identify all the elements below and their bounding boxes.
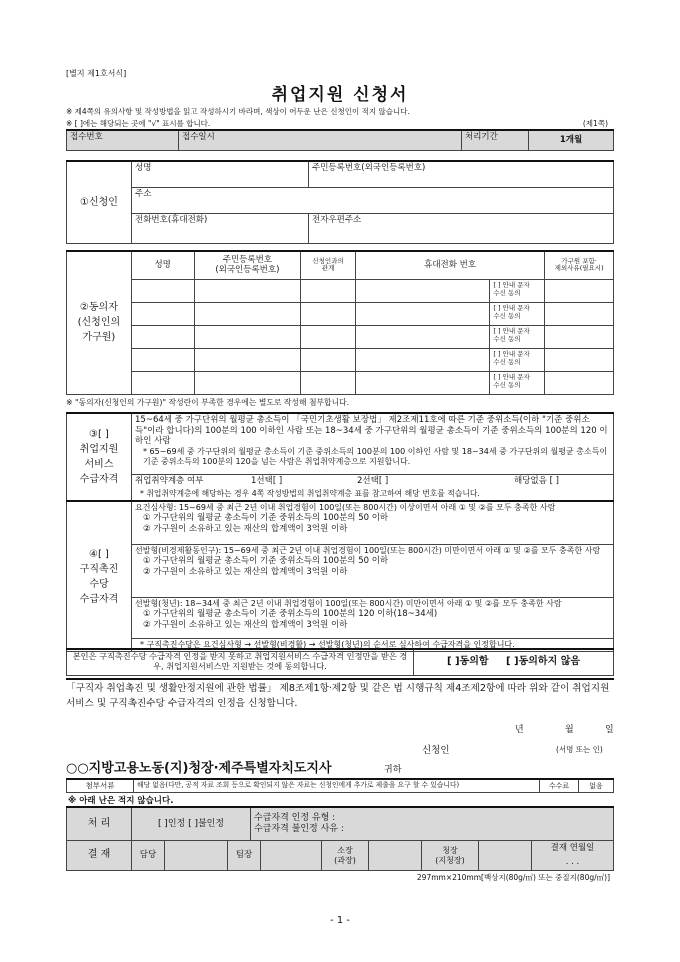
option-2[interactable]: 2선택[ ] bbox=[354, 475, 460, 488]
allowance-label-line: ④[ ] bbox=[89, 548, 109, 560]
consenter-cell[interactable] bbox=[301, 325, 356, 348]
consenter-cell[interactable] bbox=[545, 371, 614, 394]
allowance-label bbox=[67, 501, 132, 652]
header-relation: 신청인과의 관계 bbox=[301, 251, 356, 279]
consenter-cell[interactable] bbox=[355, 348, 489, 371]
support-criteria-note: * 65~69세 중 가구단위의 월평균 총소득이 기준 중위소득의 100분의 100 이하인 사람 및 18~34세 중 가구단위의 월평균 총소득이 기준 중위소득의 100분의 120을 넘는 사람은 취업취약계층으로 지원합니다. bbox=[143, 446, 608, 466]
applicant-address[interactable]: 주소 bbox=[132, 187, 614, 213]
receipt-number: 접수번호 bbox=[67, 130, 179, 150]
support-label-line: 취업지원 bbox=[79, 444, 119, 455]
date-year[interactable]: 년 bbox=[515, 725, 524, 735]
selection-youth-1: ① 가구단위의 월평균 총소득이 기준 중위소득의 100분의 120 이하(18~34세) bbox=[143, 609, 438, 619]
requirement-1: ① 가구단위의 월평균 총소득이 기준 중위소득의 100분의 50 이하 bbox=[143, 513, 389, 523]
approval-date: . . . bbox=[565, 856, 580, 867]
consenter-footnote: ※ "동의자(신청인의 가구원)" 작성란이 부족한 경우에는 별도로 작성해 첨부합니다. bbox=[66, 398, 350, 407]
process-table bbox=[66, 806, 614, 842]
allowance-label-line: 수당 bbox=[89, 578, 109, 590]
sms-consent-check[interactable]: [ ] 안내 문자 수신 동의 bbox=[490, 371, 545, 394]
consenter-label-line: 가구원) bbox=[82, 332, 116, 344]
approval-cell bbox=[261, 841, 322, 871]
sms-consent-check[interactable]: [ ] 안내 문자 수신 동의 bbox=[490, 279, 545, 302]
receipt-table bbox=[66, 129, 614, 151]
option-1[interactable]: 1선택[ ] bbox=[248, 475, 354, 488]
consenter-cell[interactable] bbox=[131, 371, 194, 394]
consenter-cell[interactable] bbox=[301, 279, 356, 302]
approval-chief: 소장 (과장) bbox=[322, 841, 369, 871]
consenter-cell[interactable] bbox=[194, 371, 301, 394]
header-name: 성명 bbox=[131, 251, 194, 279]
support-label bbox=[67, 413, 132, 501]
approval-cell bbox=[369, 841, 422, 871]
page-label: (제1쪽) bbox=[582, 119, 608, 128]
consenter-cell[interactable] bbox=[545, 325, 614, 348]
header-reason: 가구원 포함· 제외사유(필요시) bbox=[545, 251, 614, 279]
consenter-cell[interactable] bbox=[301, 371, 356, 394]
selection-inactive: 선발형(비경제활동인구): 15~69세 중 최근 2년 이내 취업경험이 100일(또는 800시간) 미만이면서 아래 ① 및 ②를 모두 충족한 사람 bbox=[135, 546, 601, 555]
consenter-label-line: (신청인의 bbox=[77, 317, 121, 329]
consent-disagree[interactable]: [ ]동의하지 않음 bbox=[505, 656, 581, 667]
requirement-type: 요건심사형: 15~69세 중 최근 2년 이내 취업경험이 100일(또는 800시간) 이상이면서 아래 ① 및 ②를 모두 충족한 사람 bbox=[135, 503, 556, 512]
fee-label: 수수료 bbox=[540, 779, 579, 792]
support-label-line: 서비스 bbox=[84, 459, 114, 470]
attach-label: 첨부서류 bbox=[67, 779, 134, 792]
paper-spec: 297mm×210mm[백상지(80g/㎡) 또는 중질지(80g/㎡)] bbox=[416, 873, 610, 882]
date-day[interactable]: 일 bbox=[605, 725, 614, 735]
support-label-line: 수급자격 bbox=[79, 474, 119, 485]
consenter-cell[interactable] bbox=[194, 348, 301, 371]
selection-youth-2: ② 가구원이 소유하고 있는 재산의 합계액이 3억원 이하 bbox=[143, 619, 348, 630]
instruction-note: ※ 제4쪽의 유의사항 및 작성방법을 읽고 작성하시기 바라며, 색상이 어두운 난은 신청인이 적지 않습니다. bbox=[66, 107, 410, 116]
consenter-label-line: ②동의자 bbox=[79, 302, 118, 314]
approval-cell bbox=[165, 841, 228, 871]
signature-note[interactable]: (서명 또는 인) bbox=[556, 745, 603, 754]
office-note: ※ 아래 난은 적지 않습니다. bbox=[68, 796, 174, 806]
consenter-table bbox=[66, 250, 614, 395]
consent-agree[interactable]: [ ]동의함 bbox=[446, 656, 489, 667]
sms-consent-check[interactable]: [ ] 안내 문자 수신 동의 bbox=[490, 325, 545, 348]
addressee-suffix: 귀하 bbox=[384, 765, 402, 775]
approval-date-label: 결재 연월일 bbox=[550, 843, 595, 853]
consenter-cell[interactable] bbox=[545, 348, 614, 371]
approval-staff: 담당 bbox=[132, 841, 165, 871]
processing-period: 1개월 bbox=[529, 130, 614, 150]
processing-period-label: 처리기간 bbox=[462, 130, 529, 150]
selection-inactive-2: ② 가구원이 소유하고 있는 재산의 합계액이 3억원 이하 bbox=[143, 566, 348, 577]
approval-table bbox=[66, 840, 614, 871]
applicant-phone[interactable]: 전화번호(휴대전화) bbox=[132, 213, 309, 243]
header-rrn: 주민등록번호 (외국인등록번호) bbox=[194, 251, 301, 279]
selection-youth: 선발형(청년): 18~34세 중 최근 2년 이내 취업경험이 100일(또는 800시간) 미만이면서 아래 ① 및 ②를 모두 충족한 사람 bbox=[135, 599, 562, 608]
header-phone: 휴대전화 번호 bbox=[355, 251, 544, 279]
applicant-name[interactable]: 성명 bbox=[132, 161, 309, 187]
approval-head: 청장 (지청장) bbox=[422, 841, 479, 871]
sms-consent-check[interactable]: [ ] 안내 문자 수신 동의 bbox=[490, 348, 545, 371]
consenter-cell[interactable] bbox=[301, 348, 356, 371]
consenter-cell[interactable] bbox=[355, 279, 489, 302]
process-label: 처 리 bbox=[67, 807, 132, 841]
vulnerable-note: * 취업취약계층에 해당하는 경우 4쪽 작성방법의 취업취약계층 표를 참고하여 해당 번호를 적습니다. bbox=[132, 488, 614, 501]
receipt-date: 접수일시 bbox=[179, 130, 462, 150]
consenter-cell[interactable] bbox=[355, 371, 489, 394]
consenter-cell[interactable] bbox=[355, 302, 489, 325]
consenter-cell[interactable] bbox=[131, 348, 194, 371]
requirement-2: ② 가구원이 소유하고 있는 재산의 합계액이 3억원 이하 bbox=[143, 523, 348, 534]
declaration: 「구직자 취업촉진 및 생활안정지원에 관한 법률」 제8조제1항·제2항 및 같은 법 시행규칙 제4조제2항에 따라 위와 같이 취업지원서비스 및 구직촉진수당 수급자격의 인정을 신청합니다. bbox=[66, 683, 610, 709]
allowance-note: * 구직촉진수당은 요건심사형 → 선발형(비경활) → 선발형(청년)의 순서로 심사하여 수급자격을 인정합니다. bbox=[132, 639, 614, 652]
attach-text: 해당 없음(다만, 공적 자료 조회 등으로 확인되지 않은 자료는 신청인에게 추가로 제출을 요구 할 수 있습니다) bbox=[134, 779, 540, 792]
consenter-cell[interactable] bbox=[194, 279, 301, 302]
consenter-cell[interactable] bbox=[194, 302, 301, 325]
allowance-label-line: 수급자격 bbox=[79, 593, 119, 605]
consenter-cell[interactable] bbox=[545, 302, 614, 325]
applicant-email[interactable]: 전자우편주소 bbox=[309, 213, 614, 243]
consent-table bbox=[66, 648, 614, 676]
page-number: - 1 - bbox=[330, 915, 350, 926]
option-none[interactable]: 해당없음 [ ] bbox=[460, 475, 614, 488]
divider bbox=[66, 678, 614, 680]
selection-inactive-1: ① 가구단위의 월평균 총소득이 기준 중위소득의 100분의 50 이하 bbox=[143, 556, 389, 566]
support-label-line: ③[ ] bbox=[89, 429, 109, 440]
allowance-table bbox=[66, 500, 614, 652]
applicant-sign-label: 신청인 bbox=[422, 745, 450, 756]
applicant-label: ①신청인 bbox=[67, 161, 132, 243]
vulnerable-label: 취업취약계층 여부 bbox=[132, 475, 249, 488]
fee-value: 없음 bbox=[579, 779, 614, 792]
addressee: ○○지방고용노동(지)청장·제주특별자치도지사 bbox=[66, 761, 332, 776]
rejection-reason: 수급자격 불인정 사유 : bbox=[254, 824, 344, 835]
consenter-cell[interactable] bbox=[131, 279, 194, 302]
support-table bbox=[66, 412, 614, 501]
consenter-cell[interactable] bbox=[194, 325, 301, 348]
approval-label: 결 재 bbox=[67, 841, 132, 871]
check-note: ※ [ ]에는 해당되는 곳에 "√" 표시를 합니다. bbox=[66, 119, 211, 128]
consenter-cell[interactable] bbox=[131, 302, 194, 325]
form-number: [별지 제1호서식] bbox=[66, 69, 127, 78]
date-month[interactable]: 월 bbox=[565, 725, 574, 735]
consenter-label bbox=[67, 251, 132, 394]
consenter-cell[interactable] bbox=[301, 302, 356, 325]
approval-cell bbox=[479, 841, 532, 871]
consenter-cell[interactable] bbox=[131, 325, 194, 348]
process-options: [ ]인정 [ ]불인정 bbox=[132, 807, 251, 841]
page-title: 취업지원 신청서 bbox=[271, 85, 409, 105]
allowance-label-line: 구직촉진 bbox=[79, 563, 119, 575]
applicant-table bbox=[66, 160, 614, 244]
sms-consent-check[interactable]: [ ] 안내 문자 수신 동의 bbox=[490, 302, 545, 325]
applicant-rrn[interactable]: 주민등록번호(외국인등록번호) bbox=[309, 161, 614, 187]
consent-text: 본인은 구직촉진수당 수급자격 인정을 받지 못하고 취업지원서비스 수급자격 인정만을 받은 경우, 취업지원서비스만 지원받는 것에 동의합니다. bbox=[67, 649, 414, 675]
consenter-cell[interactable] bbox=[355, 325, 489, 348]
support-criteria: 15~64세 중 가구단위의 월평균 총소득이 「국민기초생활 보장법」 제2조제11호에 따른 기준 중위소득(이하 "기준 중위소득"이라 합니다)의 100분의 100 이하인 사람 또는 18~34세 중 가구단위의 월평균 총소득이 기준 중위소득의 100분의 120 이하인 사람 bbox=[135, 415, 608, 447]
approval-type: 수급자격 인정 유형 : bbox=[254, 813, 336, 823]
approval-team: 팀장 bbox=[228, 841, 261, 871]
consenter-cell[interactable] bbox=[545, 279, 614, 302]
attach-table bbox=[66, 778, 614, 793]
